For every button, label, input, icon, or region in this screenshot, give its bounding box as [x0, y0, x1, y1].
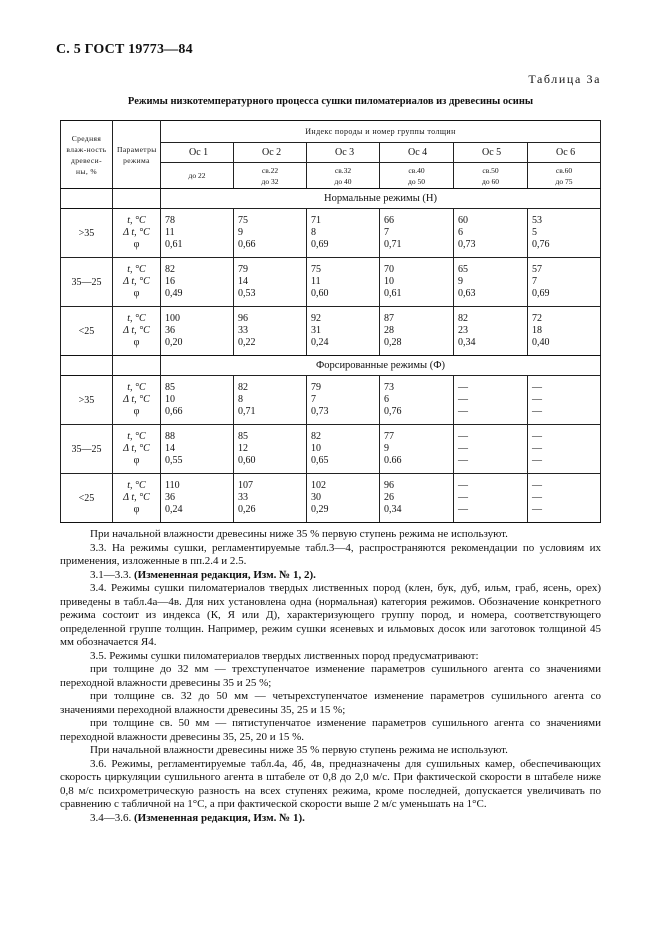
moisture-cell: 35—25 [61, 425, 113, 474]
value-cell [454, 209, 528, 258]
value: 5 [532, 227, 537, 238]
value: 6 [458, 227, 463, 238]
range-cell [528, 163, 601, 189]
section-row [61, 189, 601, 209]
value: 66 [384, 215, 394, 226]
value: 87 [384, 313, 394, 324]
range-cell [454, 163, 528, 189]
table-row [61, 474, 601, 523]
value: — [458, 480, 468, 491]
value: 0,53 [238, 288, 256, 299]
value: 0,76 [532, 239, 550, 250]
moisture-cell: 35—25 [61, 258, 113, 307]
moisture-cell: <25 [61, 474, 113, 523]
value-cell [161, 376, 234, 425]
range-from: св.32 [334, 165, 352, 175]
value: — [532, 492, 542, 503]
value: 0,63 [458, 288, 476, 299]
value: 53 [532, 215, 542, 226]
param-label: φ [133, 504, 140, 515]
value-cell [161, 425, 234, 474]
value-cell [161, 307, 234, 356]
value: 11 [165, 227, 175, 238]
value: 9 [238, 227, 243, 238]
paragraph [60, 569, 601, 583]
value-cell [234, 258, 307, 307]
params-cell [113, 258, 161, 307]
value: 79 [311, 382, 321, 393]
value-cell [454, 425, 528, 474]
value: 57 [532, 264, 542, 275]
range-cell [307, 163, 380, 189]
value: 102 [311, 480, 326, 491]
params-cell [113, 307, 161, 356]
param-label: φ [133, 337, 140, 348]
value: 92 [311, 313, 321, 324]
value: — [532, 504, 542, 515]
table-label: Таблица 3а [528, 72, 601, 86]
value-cell [380, 376, 454, 425]
value: 0,76 [384, 406, 402, 417]
value: 0,29 [311, 504, 329, 515]
value-cell [454, 474, 528, 523]
param-label: t, °C [127, 382, 146, 393]
value: 0,71 [384, 239, 402, 250]
range-cell [380, 163, 454, 189]
value: 110 [165, 480, 180, 491]
value: 82 [311, 431, 321, 442]
value-cell [161, 474, 234, 523]
range-from: св.50 [482, 165, 499, 175]
range-to: до 50 [408, 176, 425, 186]
value: — [532, 394, 542, 405]
value-cell [161, 209, 234, 258]
value: 23 [458, 325, 468, 336]
value: 6 [384, 394, 389, 405]
range-from: до 22 [188, 171, 206, 180]
value: 0,69 [532, 288, 550, 299]
paragraph: 3.5. Режимы сушки пиломатериалов твердых лиственных пород предусматривают: [90, 649, 479, 662]
value: 8 [238, 394, 243, 405]
value-cell [380, 474, 454, 523]
value: 60 [458, 215, 468, 226]
value-cell [528, 258, 601, 307]
index-cell: Ос 1 [161, 143, 234, 163]
value-cell [528, 209, 601, 258]
clause-ref: 3.1—3.3. [90, 568, 134, 581]
paragraph: при толщине св. 32 до 50 мм — четырехступенчатое изменение параметров сушильного агента со значениями переходной влажности древесины 35, 25 и 15 %; [60, 690, 601, 716]
paragraph [60, 812, 601, 826]
section-left-blank [61, 189, 113, 209]
value: 73 [384, 382, 394, 393]
header-row [61, 121, 601, 143]
value: 0,73 [311, 406, 329, 417]
value: 9 [458, 276, 463, 287]
value: 26 [384, 492, 394, 503]
value: 14 [165, 443, 175, 454]
value: — [458, 443, 468, 454]
value: 72 [532, 313, 542, 324]
revision-note: (Измененная редакция, Изм. № 1, 2). [134, 568, 316, 581]
table-row [61, 376, 601, 425]
table-row [61, 258, 601, 307]
value: 36 [165, 492, 175, 503]
table-row [61, 307, 601, 356]
param-label: t, °C [127, 264, 146, 275]
value: 0,22 [238, 337, 256, 348]
param-label: t, °C [127, 313, 146, 324]
value: 0,61 [165, 239, 183, 250]
value: 10 [165, 394, 175, 405]
param-label: Δ t, °C [123, 325, 150, 336]
body-text [60, 528, 601, 825]
value: 36 [165, 325, 175, 336]
value: — [532, 406, 542, 417]
section-title: Нормальные режимы (Н) [161, 189, 601, 209]
param-label: φ [133, 455, 140, 466]
value: 88 [165, 431, 175, 442]
param-label: t, °C [127, 215, 146, 226]
paragraph: 3.6. Режимы, регламентируемые табл.4а, 4б, 4в, предназначены для сушильных камер, обеспечивающих скорость циркуляции сушильного агента в штабеле от 0,8 до 2,0 м/с. При фактической скорости в штабеле ниже 0,8 м/с психрометрическую разность на всех ступенях режима, кроме последней, допускается увеличивать по сравнению с табличной на 1°С, а при фактической скорости выше 2 м/с уменьшать на 1°С. [60, 757, 601, 810]
moisture-cell: <25 [61, 307, 113, 356]
value: 18 [532, 325, 542, 336]
range-from: св.22 [261, 165, 279, 175]
paragraph: При начальной влажности древесины ниже 35 % первую ступень режима не используют. [90, 528, 508, 540]
param-label: t, °C [127, 431, 146, 442]
value-cell [380, 209, 454, 258]
range-cell [161, 163, 234, 189]
value: — [458, 382, 468, 393]
section-title: Форсированные режимы (Ф) [161, 356, 601, 376]
value: — [532, 431, 542, 442]
value: — [532, 455, 542, 466]
value: 0,65 [311, 455, 329, 466]
value: 10 [311, 443, 321, 454]
param-label: φ [133, 406, 140, 417]
index-cell: Ос 2 [234, 143, 307, 163]
value: 16 [165, 276, 175, 287]
value: 100 [165, 313, 180, 324]
value: 77 [384, 431, 394, 442]
value: — [458, 394, 468, 405]
moisture-header: Средняя влаж-ность древеси-ны, % [61, 121, 113, 189]
value: 0,24 [165, 504, 183, 515]
drying-modes-table [60, 120, 601, 523]
table-row [61, 209, 601, 258]
value: 96 [238, 313, 248, 324]
value: 0,73 [458, 239, 476, 250]
value: — [458, 492, 468, 503]
value: 31 [311, 325, 321, 336]
range-from: св.60 [555, 165, 573, 175]
params-cell [113, 209, 161, 258]
value-cell [380, 425, 454, 474]
value: — [532, 480, 542, 491]
value-cell [528, 474, 601, 523]
value-cell [234, 474, 307, 523]
value-cell [234, 425, 307, 474]
value: 82 [165, 264, 175, 275]
page-title: С. 5 ГОСТ 19773—84 [56, 42, 193, 57]
value: 0,26 [238, 504, 256, 515]
value: 0,66 [238, 239, 256, 250]
value: 75 [311, 264, 321, 275]
value: 8 [311, 227, 316, 238]
value-cell [454, 376, 528, 425]
value: 0,55 [165, 455, 183, 466]
table-caption: Режимы низкотемпературного процесса сушки пиломатериалов из древесины осины [127, 96, 534, 107]
moisture-cell: >35 [61, 376, 113, 425]
value: 30 [311, 492, 321, 503]
param-label: Δ t, °C [123, 394, 150, 405]
value: 79 [238, 264, 248, 275]
paragraph: 3.3. На режимы сушки, регламентируемые табл.3—4, распространяются рекомендации по условиям их применения, изложенные в пп.2.4 и 2.5. [60, 541, 601, 567]
value-cell [307, 258, 380, 307]
value: 78 [165, 215, 175, 226]
value: 28 [384, 325, 394, 336]
value: — [458, 431, 468, 442]
value: — [532, 382, 542, 393]
value: 85 [238, 431, 248, 442]
value: 0,69 [311, 239, 329, 250]
clause-ref: 3.4—3.6. [90, 811, 134, 824]
range-to: до 75 [555, 176, 573, 186]
value: 70 [384, 264, 394, 275]
value: 12 [238, 443, 248, 454]
value-cell [234, 209, 307, 258]
value-cell [234, 376, 307, 425]
index-cell: Ос 4 [380, 143, 454, 163]
value: — [532, 443, 542, 454]
value-cell [528, 307, 601, 356]
value-cell [307, 376, 380, 425]
value: 0,60 [238, 455, 256, 466]
value-cell [454, 258, 528, 307]
value-cell [380, 307, 454, 356]
value: — [458, 504, 468, 515]
param-label: φ [133, 288, 140, 299]
value: 14 [238, 276, 248, 287]
value-cell [380, 258, 454, 307]
value-cell [307, 209, 380, 258]
params-cell [113, 474, 161, 523]
index-cell: Ос 5 [454, 143, 528, 163]
value: 0,71 [238, 406, 256, 417]
value-cell [307, 307, 380, 356]
param-label: φ [133, 239, 140, 250]
param-label: t, °C [127, 480, 146, 491]
value: 71 [311, 215, 321, 226]
value: 65 [458, 264, 468, 275]
value: 0,40 [532, 337, 550, 348]
value: 7 [532, 276, 537, 287]
value: — [458, 455, 468, 466]
index-cell: Ос 3 [307, 143, 380, 163]
paragraph: При начальной влажности древесины ниже 35 % первую ступень режима не используют. [90, 744, 508, 756]
value-cell [307, 474, 380, 523]
value: 9 [384, 443, 389, 454]
paragraph: при толщине св. 50 мм — пятиступенчатое изменение параметров сушильного агента со значениями переходной влажности древесины 35, 25, 20 и 15 %. [60, 717, 601, 743]
revision-note: (Измененная редакция, Изм. № 1). [134, 811, 305, 824]
value: 0,34 [458, 337, 476, 348]
range-from: св.40 [408, 165, 425, 175]
moisture-cell: >35 [61, 209, 113, 258]
value: 10 [384, 276, 394, 287]
param-label: Δ t, °C [123, 492, 150, 503]
value: 0,24 [311, 337, 329, 348]
index-cell: Ос 6 [528, 143, 601, 163]
value: 0,49 [165, 288, 183, 299]
param-label: Δ t, °C [123, 276, 150, 287]
param-label: Δ t, °C [123, 227, 150, 238]
section-left-blank [61, 356, 113, 376]
params-cell [113, 425, 161, 474]
section-row [61, 356, 601, 376]
value: 0,61 [384, 288, 402, 299]
value: — [458, 406, 468, 417]
value: 0,60 [311, 288, 329, 299]
value: 0,66 [165, 406, 183, 417]
paragraph: при толщине до 32 мм — трехступенчатое изменение параметров сушильного агента со значениями переходной влажности древесины 35 и 25 %; [60, 663, 601, 689]
value-cell [528, 376, 601, 425]
params-cell [113, 376, 161, 425]
range-to: до 60 [482, 176, 499, 186]
paragraph: 3.4. Режимы сушки пиломатериалов твердых лиственных пород (клен, бук, дуб, ильм, граб, ясень, орех) приведены в табл.4а—4в. Для них установлена одна (нормальная) категория режимов. Обозначение конкретного режима состоит из индекса (К, Я или Д), характеризующего группу пород, и номера, соответствующего определенной группе толщин. Например, режим сушки ясеневых и ильмовых досок или заготовок толщиной 45 мм обозначается Я4. [60, 582, 601, 648]
range-cell [234, 163, 307, 189]
value: 0.66 [384, 455, 402, 466]
value: 7 [384, 227, 389, 238]
value-cell [528, 425, 601, 474]
value: 7 [311, 394, 316, 405]
value: 11 [311, 276, 321, 287]
value: 82 [238, 382, 248, 393]
range-to: до 32 [261, 176, 279, 186]
group-header: Индекс породы и номер группы толщин [161, 121, 601, 143]
value: 0,28 [384, 337, 402, 348]
value: 82 [458, 313, 468, 324]
section-left-blank [113, 356, 161, 376]
value-cell [307, 425, 380, 474]
param-label: Δ t, °C [123, 443, 150, 454]
value: 0,34 [384, 504, 402, 515]
value-cell [454, 307, 528, 356]
value: 33 [238, 325, 248, 336]
value-cell [234, 307, 307, 356]
section-left-blank [113, 189, 161, 209]
value: 96 [384, 480, 394, 491]
value: 85 [165, 382, 175, 393]
value: 33 [238, 492, 248, 503]
value: 75 [238, 215, 248, 226]
table-row [61, 425, 601, 474]
params-header: Параметры режима [113, 121, 161, 189]
value-cell [161, 258, 234, 307]
range-to: до 40 [334, 176, 352, 186]
value: 107 [238, 480, 253, 491]
value: 0,20 [165, 337, 183, 348]
